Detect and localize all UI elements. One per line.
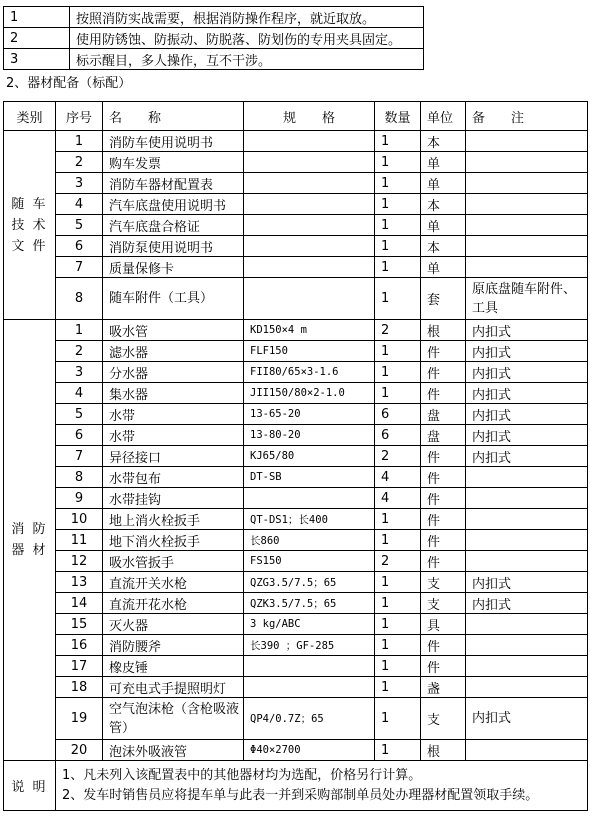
name-cell: 集水器 — [103, 383, 244, 404]
unit-cell: 套 — [421, 278, 466, 320]
table-row — [4, 278, 588, 320]
table-row — [4, 509, 588, 530]
unit-cell: 本 — [421, 194, 466, 215]
table-row — [4, 593, 588, 614]
note-cell — [466, 236, 588, 257]
footer-note-line: 2、发车时销售员应将提车单与此表一并到采购部制单员处办理器材配置领取手续。 — [62, 787, 539, 803]
seq-cell: 14 — [56, 593, 103, 614]
table-row — [4, 152, 588, 173]
table-row — [4, 341, 588, 362]
spec-cell: FII80/65×3-1.6 — [244, 362, 375, 383]
note-cell — [466, 530, 588, 551]
note-cell — [466, 488, 588, 509]
spec-cell: FLF150 — [244, 341, 375, 362]
qty-cell: 6 — [375, 425, 421, 446]
header-note: 备 注 — [466, 102, 588, 131]
header-seq: 序号 — [56, 102, 103, 131]
qty-cell: 1 — [375, 509, 421, 530]
qty-cell: 1 — [375, 530, 421, 551]
unit-cell: 根 — [421, 320, 466, 341]
table-row — [4, 656, 588, 677]
unit-cell: 本 — [421, 236, 466, 257]
qty-cell: 1 — [375, 194, 421, 215]
seq-cell: 12 — [56, 551, 103, 572]
seq-cell: 10 — [56, 509, 103, 530]
table-row — [4, 236, 588, 257]
note-cell: 内扣式 — [466, 383, 588, 404]
top-row — [4, 28, 424, 49]
table-row — [4, 215, 588, 236]
seq-cell: 18 — [56, 677, 103, 698]
name-cell: 可充电式手提照明灯 — [103, 677, 244, 698]
note-cell — [466, 467, 588, 488]
qty-cell: 1 — [375, 131, 421, 152]
note-cell — [466, 635, 588, 656]
qty-cell: 1 — [375, 614, 421, 635]
table-row — [4, 383, 588, 404]
name-cell: 灭火器 — [103, 614, 244, 635]
spec-cell: QZK3.5/7.5；65 — [244, 593, 375, 614]
unit-cell: 单 — [421, 215, 466, 236]
footer-label: 说 明 — [4, 761, 56, 811]
note-cell — [466, 677, 588, 698]
section-title: 2、器材配备（标配） — [6, 76, 132, 91]
qty-cell: 1 — [375, 362, 421, 383]
spec-cell — [244, 194, 375, 215]
unit-cell: 单 — [421, 257, 466, 278]
note-cell: 内扣式 — [466, 446, 588, 467]
qty-cell: 1 — [375, 656, 421, 677]
spec-cell: KJ65/80 — [244, 446, 375, 467]
qty-cell: 1 — [375, 593, 421, 614]
qty-cell: 6 — [375, 404, 421, 425]
name-cell: 直流开花水枪 — [103, 593, 244, 614]
name-cell: 水带 — [103, 404, 244, 425]
top-row — [4, 49, 424, 70]
spec-cell — [244, 677, 375, 698]
seq-cell: 11 — [56, 530, 103, 551]
footer-note-line: 1、凡未列入该配置表中的其他器材均为选配，价格另行计算。 — [62, 767, 422, 783]
category-cell: 随 车 技 术 文 件 — [4, 131, 56, 320]
note-cell — [466, 152, 588, 173]
qty-cell: 1 — [375, 572, 421, 593]
name-cell: 水带包布 — [103, 467, 244, 488]
table-row — [4, 488, 588, 509]
unit-cell: 本 — [421, 131, 466, 152]
name-cell: 地上消火栓扳手 — [103, 509, 244, 530]
spec-cell — [244, 215, 375, 236]
unit-cell: 件 — [421, 341, 466, 362]
note-cell — [466, 257, 588, 278]
spec-cell: FS150 — [244, 551, 375, 572]
qty-cell: 2 — [375, 551, 421, 572]
unit-cell: 支 — [421, 593, 466, 614]
unit-cell: 具 — [421, 614, 466, 635]
spec-cell: QP4/0.7Z；65 — [244, 698, 375, 740]
table-row — [4, 173, 588, 194]
table-row — [4, 194, 588, 215]
name-cell: 分水器 — [103, 362, 244, 383]
spec-cell: DT-SB — [244, 467, 375, 488]
unit-cell: 盘 — [421, 425, 466, 446]
header-spec: 规 格 — [244, 102, 375, 131]
unit-cell: 件 — [421, 656, 466, 677]
qty-cell: 1 — [375, 677, 421, 698]
name-cell: 消防泵使用说明书 — [103, 236, 244, 257]
header-category: 类别 — [4, 102, 56, 131]
note-cell — [466, 173, 588, 194]
seq-cell: 5 — [56, 404, 103, 425]
equipment-table-body — [4, 102, 588, 811]
name-cell: 吸水管扳手 — [103, 551, 244, 572]
qty-cell: 1 — [375, 740, 421, 761]
top-row-text: 按照消防实战需要，根据消防操作程序，就近取放。 — [70, 7, 424, 28]
unit-cell: 件 — [421, 530, 466, 551]
note-cell: 内扣式 — [466, 572, 588, 593]
seq-cell: 8 — [56, 278, 103, 320]
seq-cell: 6 — [56, 236, 103, 257]
spec-cell: Φ40×2700 — [244, 740, 375, 761]
name-cell: 泡沫外吸液管 — [103, 740, 244, 761]
qty-cell: 2 — [375, 446, 421, 467]
seq-cell: 15 — [56, 614, 103, 635]
spec-cell: QZG3.5/7.5；65 — [244, 572, 375, 593]
seq-cell: 1 — [56, 320, 103, 341]
name-cell: 消防车器材配置表 — [103, 173, 244, 194]
table-row — [4, 740, 588, 761]
spec-cell: JII150/80×2-1.0 — [244, 383, 375, 404]
qty-cell: 4 — [375, 467, 421, 488]
note-cell: 内扣式 — [466, 593, 588, 614]
top-table — [3, 6, 424, 70]
top-row — [4, 7, 424, 28]
name-cell: 地下消火栓扳手 — [103, 530, 244, 551]
name-cell: 异径接口 — [103, 446, 244, 467]
note-cell: 内扣式 — [466, 320, 588, 341]
spec-cell — [244, 152, 375, 173]
seq-cell: 6 — [56, 425, 103, 446]
name-cell: 直流开关水枪 — [103, 572, 244, 593]
name-cell: 消防车使用说明书 — [103, 131, 244, 152]
top-rows — [4, 7, 424, 70]
seq-cell: 19 — [56, 698, 103, 740]
unit-cell: 件 — [421, 488, 466, 509]
seq-cell: 1 — [56, 131, 103, 152]
qty-cell: 1 — [375, 236, 421, 257]
qty-cell: 1 — [375, 257, 421, 278]
seq-cell: 4 — [56, 194, 103, 215]
qty-cell: 1 — [375, 215, 421, 236]
table-row — [4, 446, 588, 467]
spec-cell: 13-65-20 — [244, 404, 375, 425]
equipment-table — [3, 101, 588, 811]
qty-cell: 1 — [375, 278, 421, 320]
table-row — [4, 551, 588, 572]
table-row — [4, 467, 588, 488]
unit-cell: 盏 — [421, 677, 466, 698]
seq-cell: 20 — [56, 740, 103, 761]
unit-cell: 件 — [421, 467, 466, 488]
note-cell — [466, 131, 588, 152]
header-qty: 数量 — [375, 102, 421, 131]
table-row — [4, 530, 588, 551]
header-name: 名 称 — [103, 102, 244, 131]
category-cell: 消 防 器 材 — [4, 320, 56, 761]
qty-cell: 1 — [375, 173, 421, 194]
name-cell: 汽车底盘使用说明书 — [103, 194, 244, 215]
table-row — [4, 677, 588, 698]
spec-cell — [244, 236, 375, 257]
seq-cell: 7 — [56, 446, 103, 467]
table-row — [4, 698, 588, 740]
table-row — [4, 404, 588, 425]
unit-cell: 单 — [421, 152, 466, 173]
spec-cell: 长390 ；GF-285 — [244, 635, 375, 656]
seq-cell: 3 — [56, 173, 103, 194]
unit-cell: 件 — [421, 551, 466, 572]
note-cell — [466, 614, 588, 635]
note-cell: 内扣式 — [466, 404, 588, 425]
spec-cell: 长860 — [244, 530, 375, 551]
seq-cell: 5 — [56, 215, 103, 236]
unit-cell: 件 — [421, 446, 466, 467]
name-cell: 购车发票 — [103, 152, 244, 173]
seq-cell: 17 — [56, 656, 103, 677]
name-cell: 质量保修卡 — [103, 257, 244, 278]
qty-cell: 1 — [375, 341, 421, 362]
qty-cell: 1 — [375, 635, 421, 656]
name-cell: 水带 — [103, 425, 244, 446]
name-cell: 随车附件（工具） — [103, 278, 244, 320]
spec-cell — [244, 656, 375, 677]
seq-cell: 9 — [56, 488, 103, 509]
header-unit: 单位 — [421, 102, 466, 131]
name-cell: 汽车底盘合格证 — [103, 215, 244, 236]
table-row — [4, 572, 588, 593]
seq-cell: 3 — [56, 362, 103, 383]
note-cell — [466, 509, 588, 530]
top-row-text: 标示醒目，多人操作，互不干涉。 — [70, 49, 424, 70]
table-row — [4, 635, 588, 656]
top-row-number: 2 — [4, 28, 70, 49]
table-row — [4, 131, 588, 152]
unit-cell: 根 — [421, 740, 466, 761]
name-cell: 橡皮锤 — [103, 656, 244, 677]
note-cell: 内扣式 — [466, 698, 588, 740]
unit-cell: 支 — [421, 698, 466, 740]
name-cell: 滤水器 — [103, 341, 244, 362]
spec-cell — [244, 131, 375, 152]
note-cell: 内扣式 — [466, 341, 588, 362]
spec-cell — [244, 257, 375, 278]
name-cell: 水带挂钩 — [103, 488, 244, 509]
qty-cell: 1 — [375, 698, 421, 740]
table-row — [4, 320, 588, 341]
name-cell: 消防腰斧 — [103, 635, 244, 656]
note-cell — [466, 551, 588, 572]
spec-cell: KD150×4 m — [244, 320, 375, 341]
footer-row — [4, 761, 588, 811]
note-cell — [466, 740, 588, 761]
unit-cell: 件 — [421, 362, 466, 383]
unit-cell: 件 — [421, 509, 466, 530]
seq-cell: 4 — [56, 383, 103, 404]
seq-cell: 13 — [56, 572, 103, 593]
note-cell: 原底盘随车附件、工具 — [466, 278, 588, 320]
note-cell — [466, 194, 588, 215]
note-cell — [466, 215, 588, 236]
qty-cell: 2 — [375, 320, 421, 341]
seq-cell: 16 — [56, 635, 103, 656]
spec-cell — [244, 488, 375, 509]
seq-cell: 2 — [56, 152, 103, 173]
top-row-text: 使用防锈蚀、防振动、防脱落、防划伤的专用夹具固定。 — [70, 28, 424, 49]
seq-cell: 7 — [56, 257, 103, 278]
name-cell: 吸水管 — [103, 320, 244, 341]
top-row-number: 3 — [4, 49, 70, 70]
seq-cell: 2 — [56, 341, 103, 362]
qty-cell: 4 — [375, 488, 421, 509]
unit-cell: 单 — [421, 173, 466, 194]
spec-cell: 3 kg/ABC — [244, 614, 375, 635]
spec-cell: QT-DS1；长400 — [244, 509, 375, 530]
table-row — [4, 257, 588, 278]
spec-cell — [244, 278, 375, 320]
table-row — [4, 362, 588, 383]
unit-cell: 盘 — [421, 404, 466, 425]
unit-cell: 件 — [421, 635, 466, 656]
unit-cell: 件 — [421, 383, 466, 404]
qty-cell: 1 — [375, 152, 421, 173]
spec-cell: 13-80-20 — [244, 425, 375, 446]
table-header-row — [4, 102, 588, 131]
top-row-number: 1 — [4, 7, 70, 28]
note-cell: 内扣式 — [466, 425, 588, 446]
name-cell: 空气泡沫枪（含枪吸液管） — [103, 698, 244, 740]
spec-cell — [244, 173, 375, 194]
table-row — [4, 425, 588, 446]
qty-cell: 1 — [375, 383, 421, 404]
footer-notes — [56, 761, 588, 811]
table-row — [4, 614, 588, 635]
unit-cell: 支 — [421, 572, 466, 593]
note-cell: 内扣式 — [466, 362, 588, 383]
note-cell — [466, 656, 588, 677]
seq-cell: 8 — [56, 467, 103, 488]
